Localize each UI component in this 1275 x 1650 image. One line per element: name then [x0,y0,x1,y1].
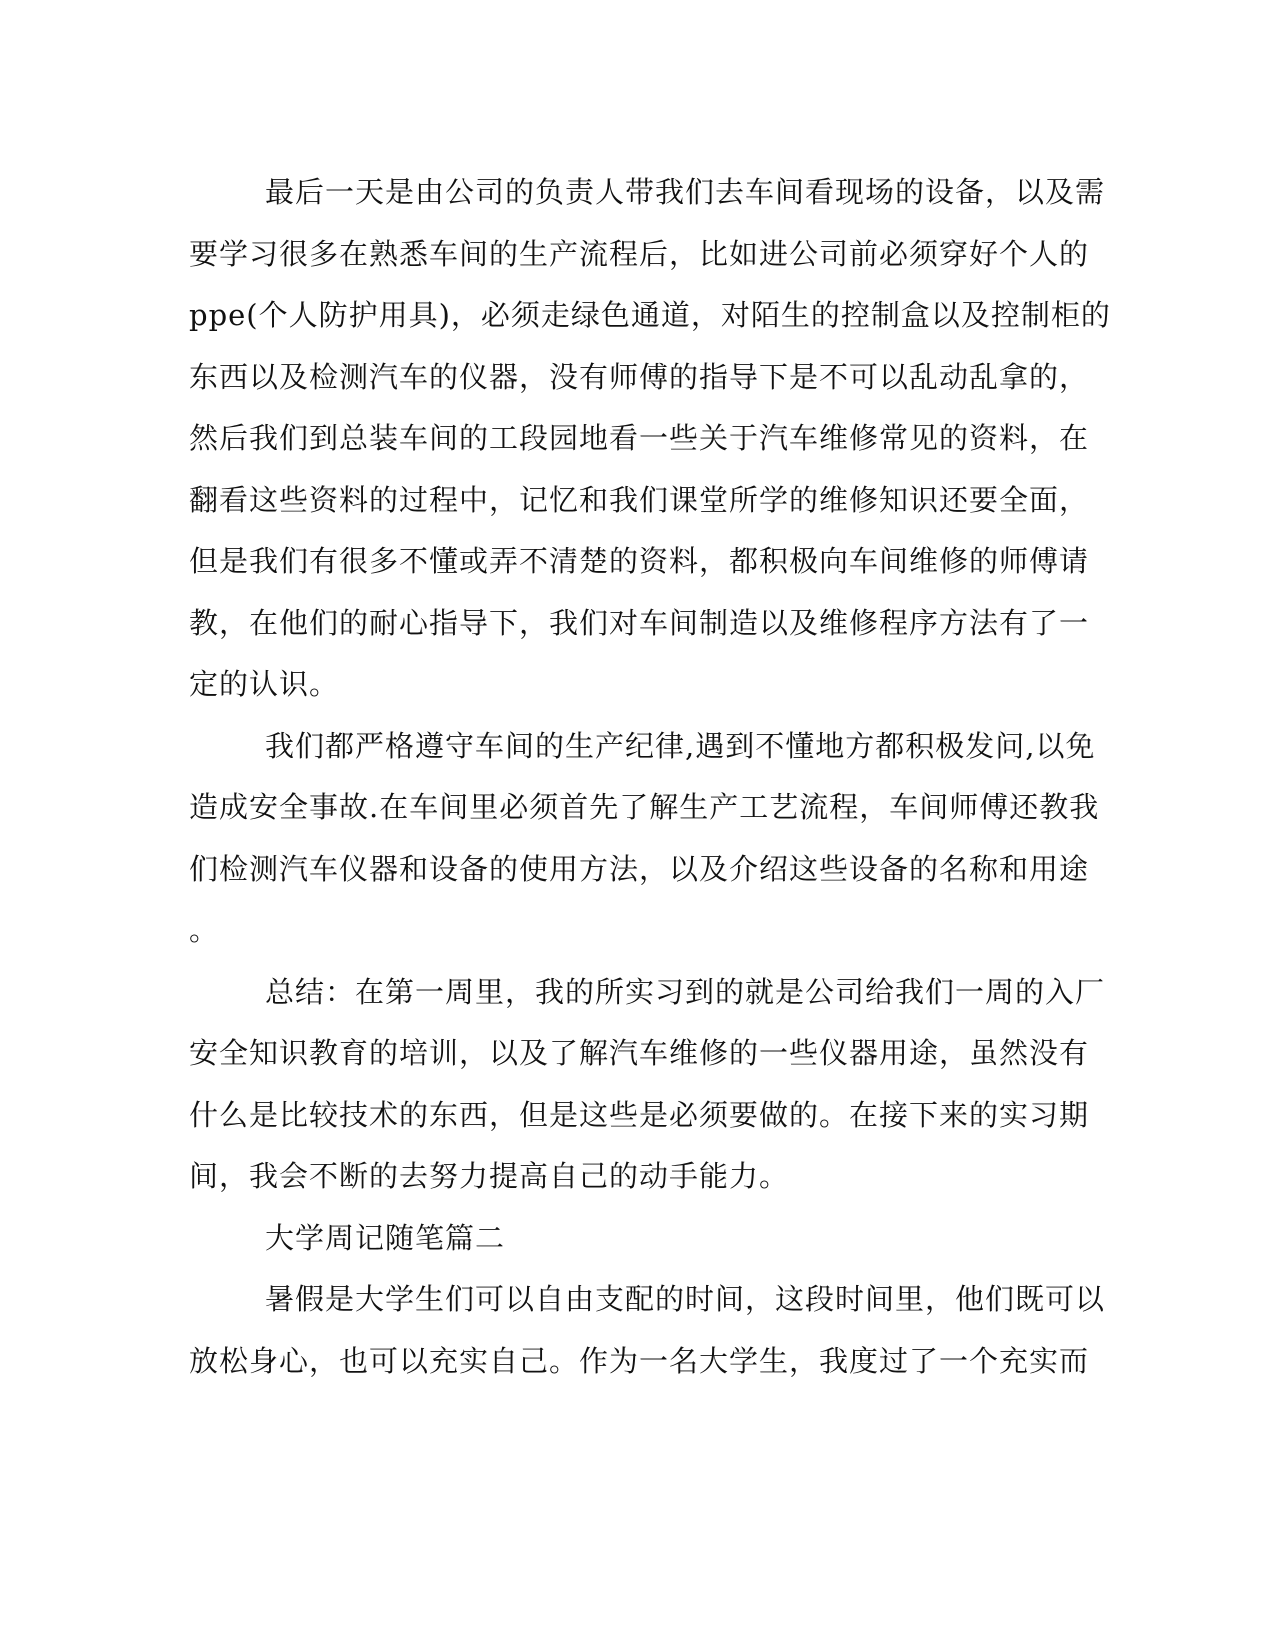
text-line: 然后我们到总装车间的工段园地看一些关于汽车维修常见的资料，在 [189,421,1090,455]
text-line: 总结：在第一周里，我的所实习到的就是公司给我们一周的入厂 [265,974,1106,1009]
text-line: 放松身心，也可以充实自己。作为一名大学生，我度过了一个充实而 [189,1343,1090,1378]
document-body [189,162,1111,1392]
text-line: 要学习很多在熟悉车间的生产流程后，比如进公司前必须穿好个人的 [189,236,1090,271]
text-line: 最后一天是由公司的负责人带我们去车间看现场的设备，以及需 [265,175,1106,209]
text-line: 什么是比较技术的东西，但是这些是必须要做的。在接下来的实习期 [189,1097,1090,1132]
text-line: 但是我们有很多不懂或弄不清楚的资料，都积极向车间维修的师傅请 [189,544,1090,578]
text-line: 翻看这些资料的过程中，记忆和我们课堂所学的维修知识还要全面， [189,482,1090,517]
text-line: 们检测汽车仪器和设备的使用方法，以及介绍这些设备的名称和用途 [189,851,1090,886]
section-heading: 大学周记随笔篇二 [265,1220,506,1255]
text-line: 间，我会不断的去努力提高自己的动手能力。 [189,1159,790,1193]
text-line: 我们都严格遵守车间的生产纪律,遇到不懂地方都积极发问,以免 [265,728,1096,763]
text-line: 暑假是大学生们可以自由支配的时间，这段时间里，他们既可以 [265,1282,1106,1316]
text-line: 造成安全事故.在车间里必须首先了解生产工艺流程，车间师傅还教我 [189,790,1100,824]
text-line: 教，在他们的耐心指导下，我们对车间制造以及维修程序方法有了一 [189,605,1090,640]
text-line: 东西以及检测汽车的仪器，没有师傅的指导下是不可以乱动乱拿的， [189,359,1090,394]
text-line: 。 [189,913,220,947]
text-line: 安全知识教育的培训，以及了解汽车维修的一些仪器用途，虽然没有 [189,1036,1090,1070]
text-line: 定的认识。 [189,667,340,701]
text-line: ppe(个人防护用具)，必须走绿色通道，对陌生的控制盒以及控制柜的 [189,298,1111,332]
